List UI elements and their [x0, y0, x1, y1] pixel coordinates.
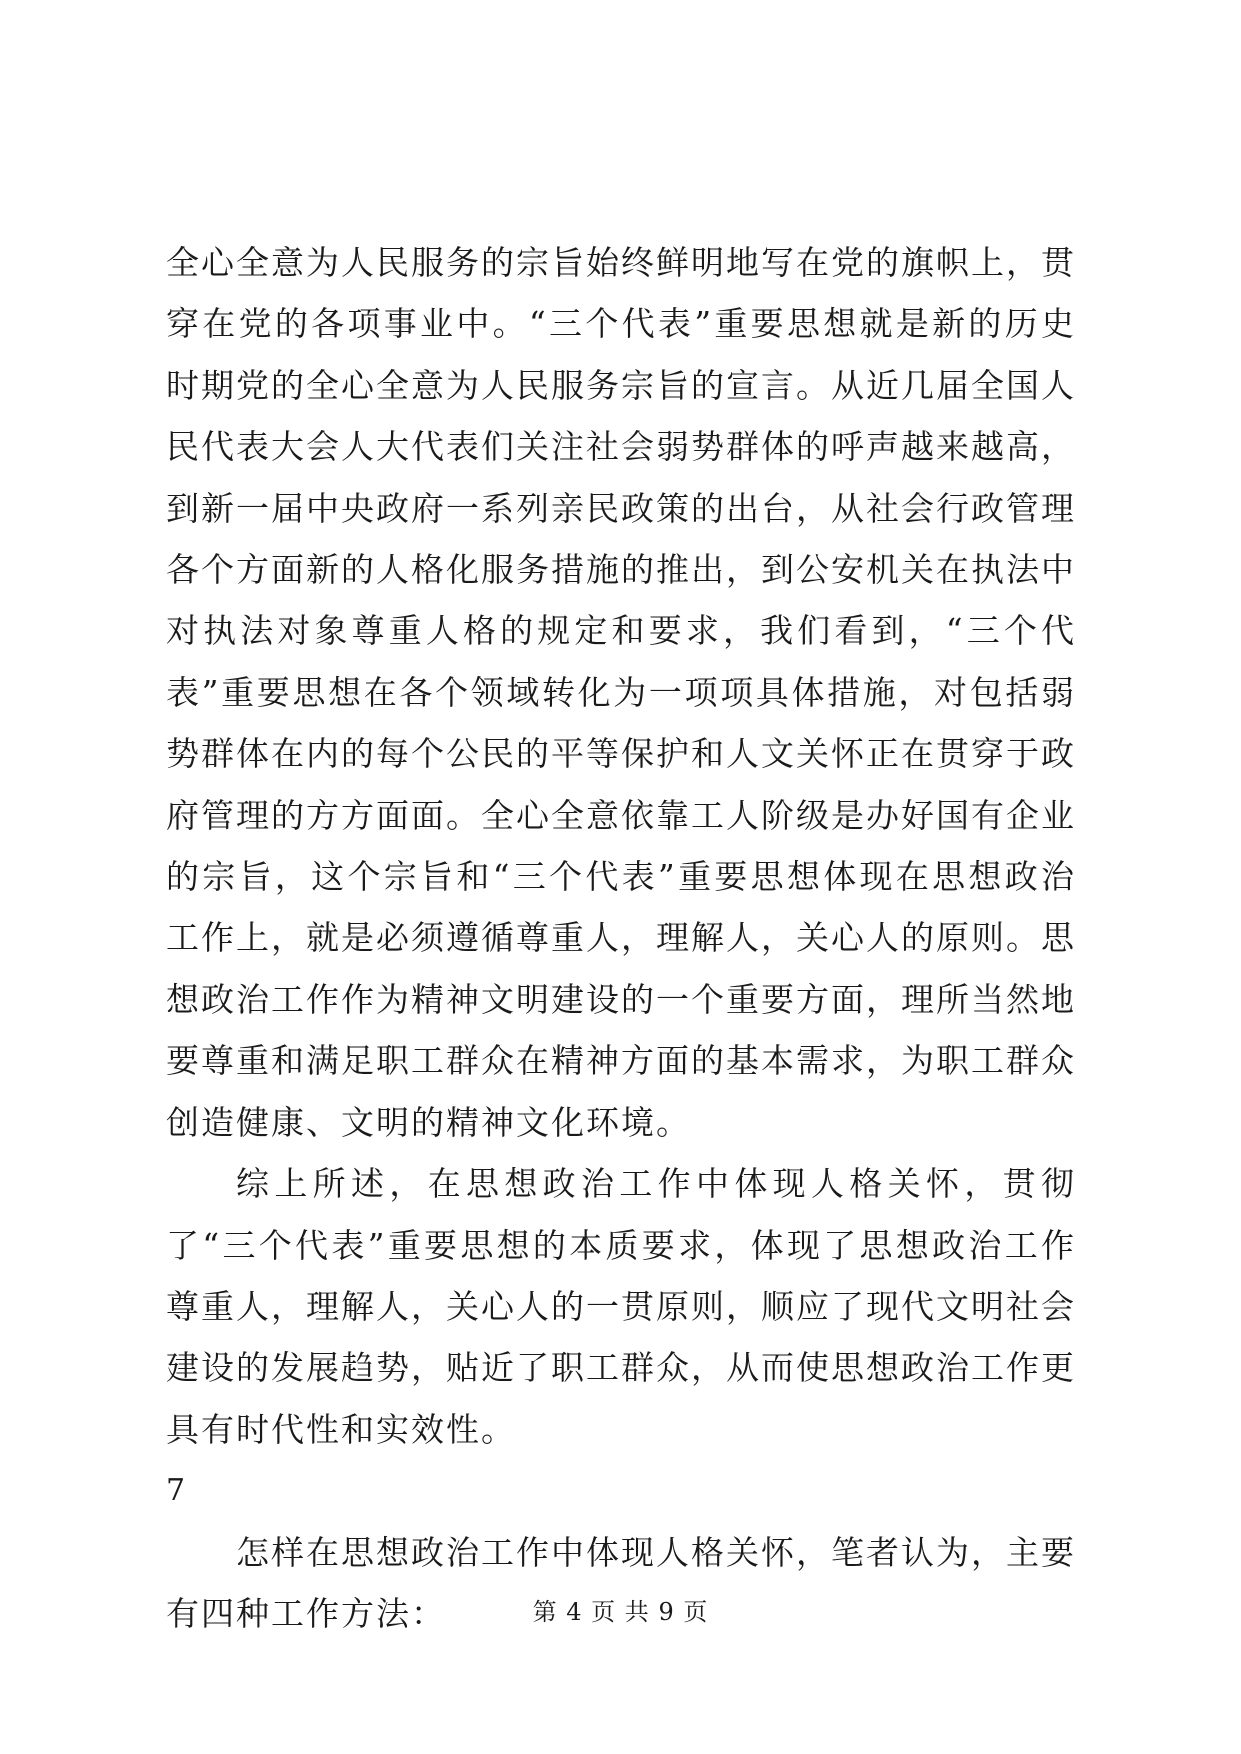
- paragraph-people-service: 全心全意为人民服务的宗旨始终鲜明地写在党的旗帜上，贯穿在党的各项事业中。“三个代表”重要思想就是新的历史时期党的全心全意为人民服务宗旨的宣言。从近几届全国人民代表大会人大代表们关注社会弱势群体的呼声越来越高，到新一届中央政府一系列亲民政策的出台，从社会行政管理各个方面新的人格化服务措施的推出，到公安机关在执法中对执法对象尊重人格的规定和要求，我们看到，“三个代表”重要思想在各个领域转化为一项项具体措施，对包括弱势群体在内的每个公民的平等保护和人文关怀正在贯穿于政府管理的方方面面。全心全意依靠工人阶级是办好国有企业的宗旨，这个宗旨和“三个代表”重要思想体现在思想政治工作上，就是必须遵循尊重人，理解人，关心人的原则。思想政治工作作为精神文明建设的一个重要方面，理所当然地要尊重和满足职工群众在精神方面的基本需求，为职工群众创造健康、文明的精神文化环境。: [166, 243, 1076, 1142]
- footnote-marker: 7: [166, 1473, 186, 1509]
- page-footer: [0, 1592, 1241, 1627]
- paragraph-summary: 综上所述，在思想政治工作中体现人格关怀，贯彻了“三个代表”重要思想的本质要求，体现了思想政治工作尊重人，理解人，关心人的一贯原则，顺应了现代文明社会建设的发展趋势，贴近了职工群众，从而使思想政治工作更具有时代性和实效性。: [166, 1164, 1076, 1449]
- paragraph-methods-intro: 怎样在思想政治工作中体现人格关怀，笔者认为，主要有四种工作方法：: [166, 1532, 1076, 1633]
- page-number-label: 第 4 页 共 9 页: [532, 1598, 709, 1626]
- document-body: [166, 232, 1076, 1644]
